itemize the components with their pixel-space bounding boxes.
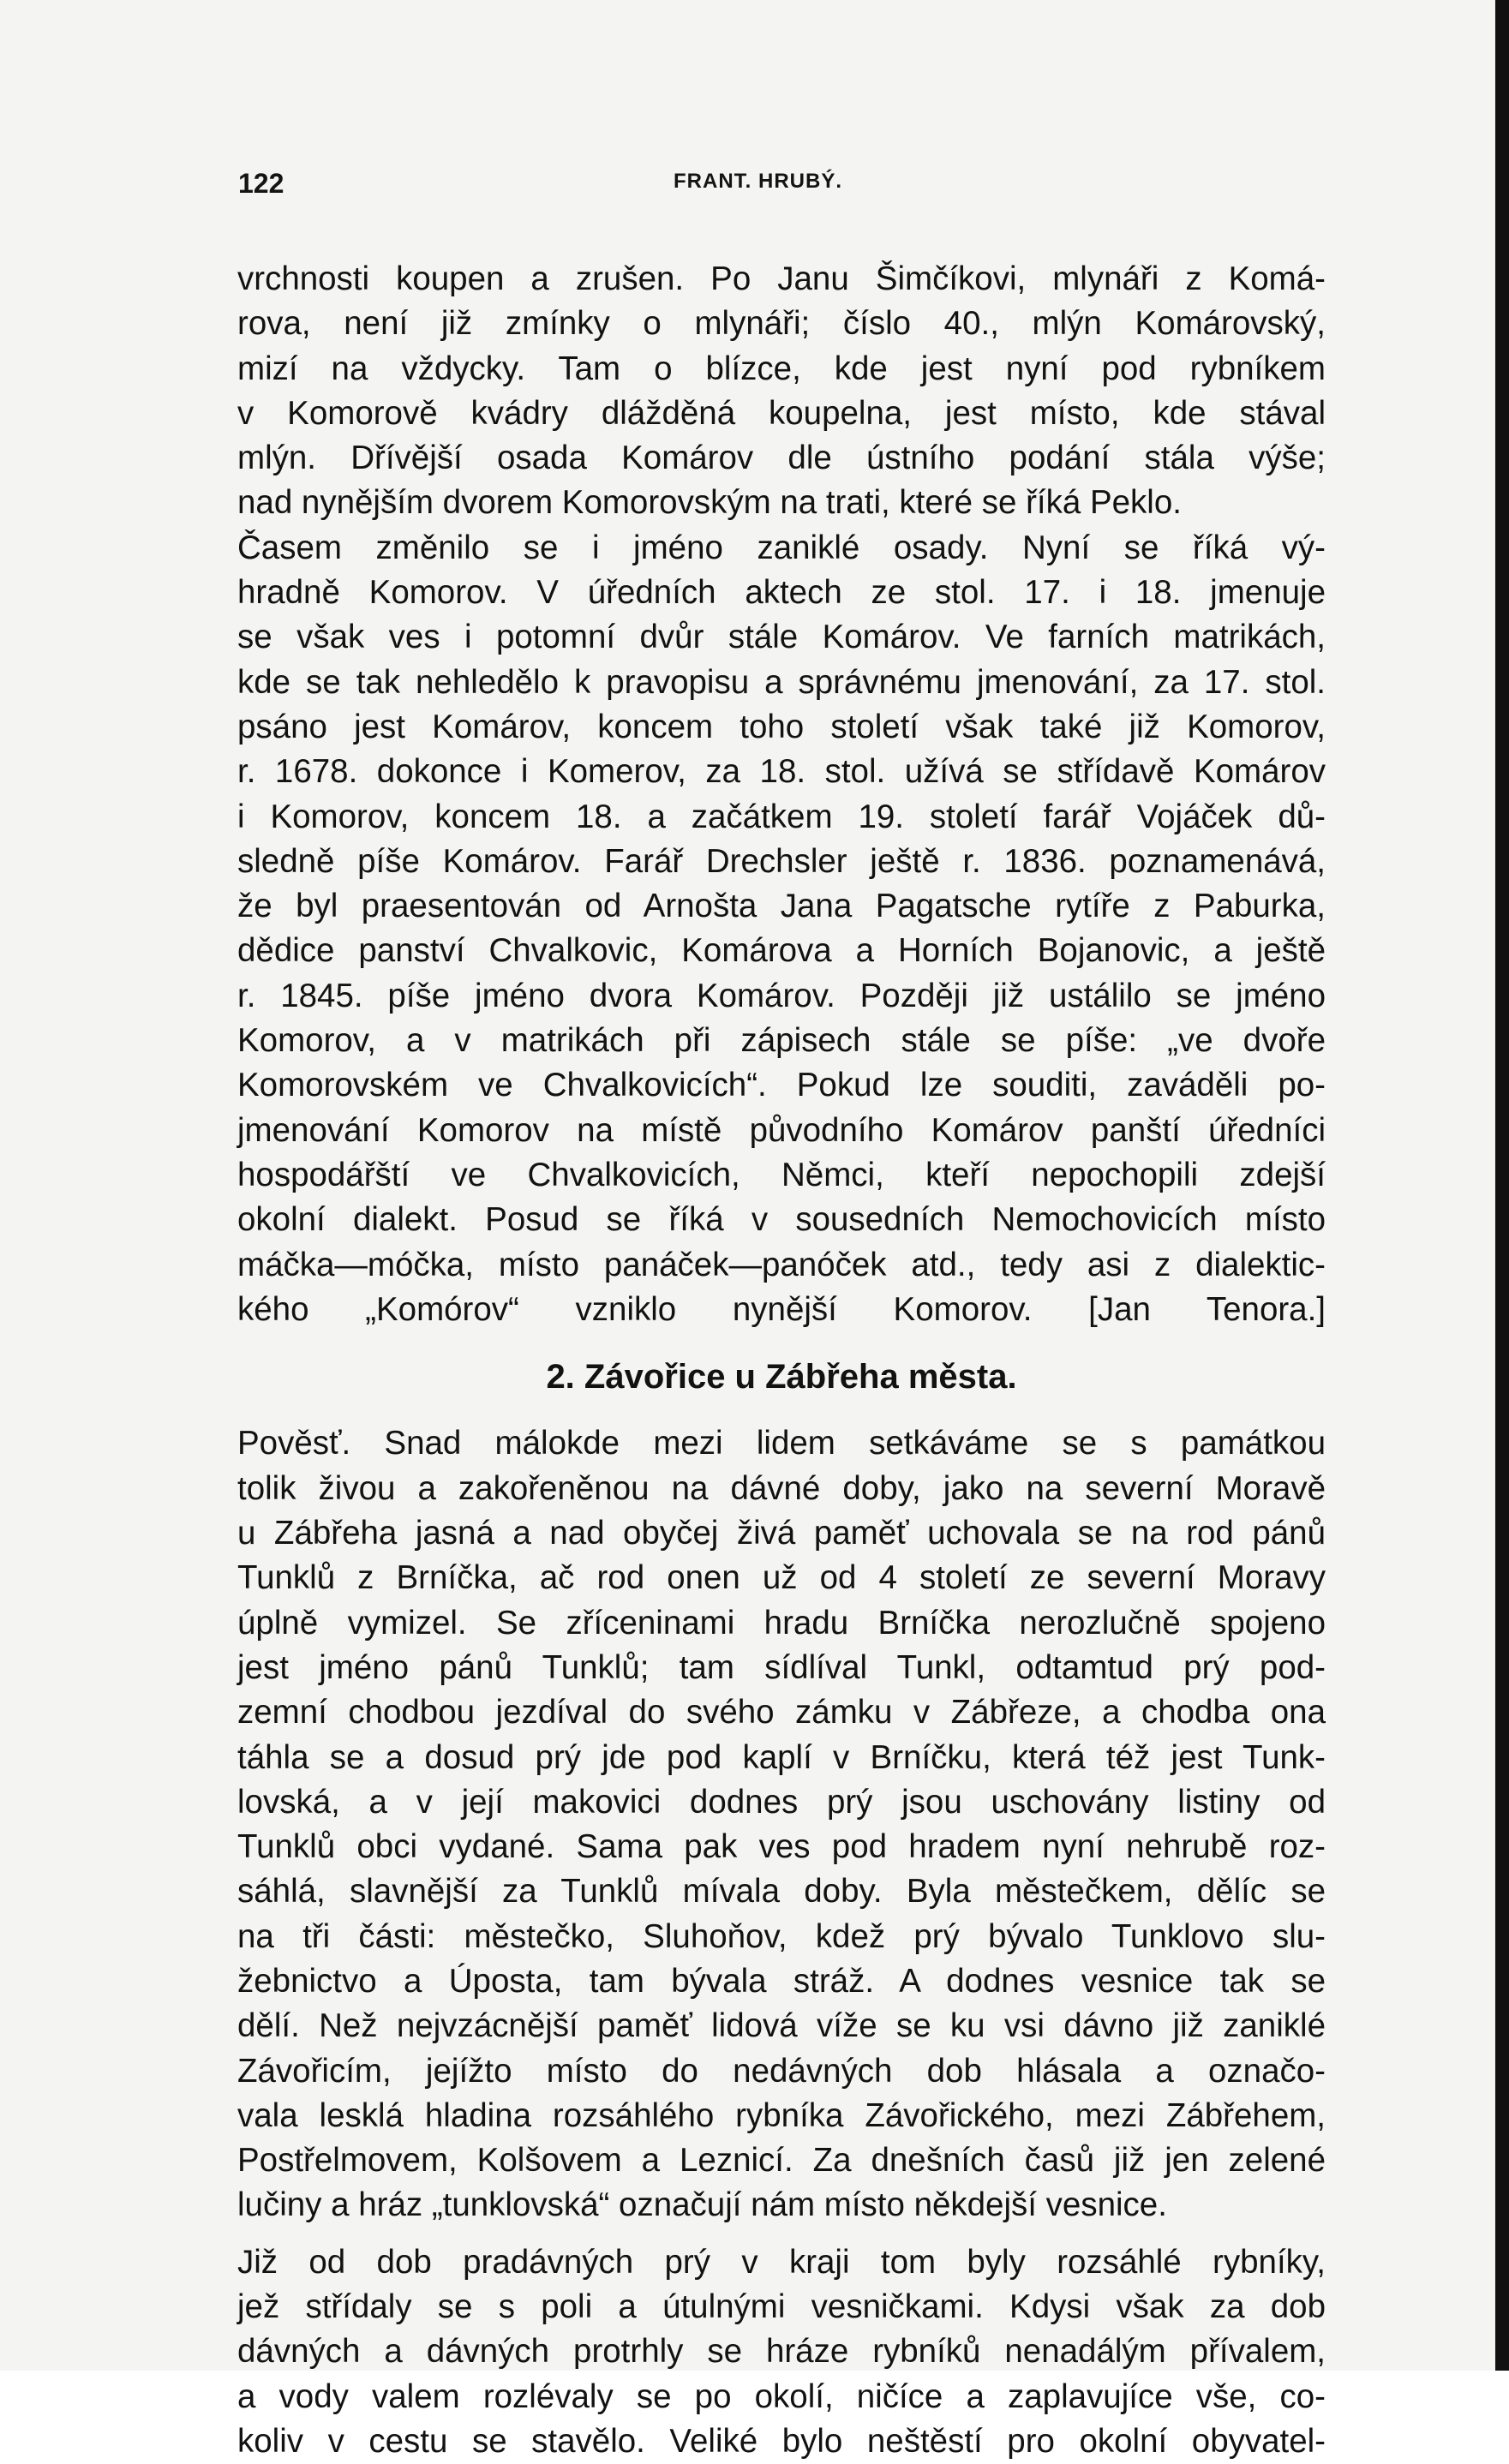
text-line: Již od dob pradávných prý v kraji tom byly rozsáhlé rybníky, xyxy=(237,2243,1326,2281)
text-line: sáhlá, slavnější za Tunklů mívala doby. Byla městečkem, dělíc se xyxy=(237,1873,1326,1911)
text-line: žebnictvo a Úposta, tam bývala stráž. A dodnes vesnice tak se xyxy=(237,1962,1326,2000)
text-line: Tunklů z Brníčka, ač rod onen už od 4 století ze severní Moravy xyxy=(237,1559,1326,1597)
text-line: rova, není již zmínky o mlynáři; číslo 40., mlýn Komárovský, xyxy=(237,305,1326,343)
text-line: dávných a dávných protrhly se hráze rybníků nenadálým přívalem, xyxy=(237,2333,1326,2371)
text-line: vrchnosti koupen a zrušen. Po Janu Šimčíkovi, mlynáři z Komá- xyxy=(237,260,1326,297)
text-line: r. 1678. dokonce i Komerov, za 18. stol. užívá se střídavě Komárov xyxy=(237,753,1326,791)
text-line: zemní chodbou jezdíval do svého zámku v Zábřeze, a chodba ona xyxy=(237,1694,1326,1731)
text-line: vala lesklá hladina rozsáhlého rybníka Závořického, mezi Zábřehem, xyxy=(237,2096,1326,2134)
page-header xyxy=(238,168,1326,202)
section-2-paragraph-1 xyxy=(237,1421,1326,2228)
section-2-heading: 2. Závořice u Zábřeha města. xyxy=(546,1358,1017,1396)
text-line: lučiny a hráz „tunklovská“ označují nám místo někdejší vesnice. xyxy=(237,2186,1167,2224)
text-line: hradně Komorov. V úředních aktech ze stol. 17. i 18. jmenuje xyxy=(237,574,1326,612)
text-line: dědice panství Chvalkovic, Komárova a Horních Bojanovic, a ještě xyxy=(237,932,1326,970)
text-line: se však ves i potomní dvůr stále Komárov. Ve farních matrikách, xyxy=(237,619,1326,656)
running-title: FRANT. HRUBÝ. xyxy=(674,170,842,193)
text-line: a vody valem rozlévaly se po okolí, ničíce a zaplavujíce vše, co- xyxy=(237,2377,1326,2415)
text-line: táhla se a dosud prý jde pod kaplí v Brníčku, která též jest Tunk- xyxy=(237,1738,1326,1776)
text-line: dělí. Než nejvzácnější paměť lidová víže se ku vsi dávno již zaniklé xyxy=(237,2007,1326,2045)
text-line: Časem změnilo se i jméno zaniklé osady. Nyní se říká vý- xyxy=(237,529,1326,566)
text-line: kde se tak nehledělo k pravopisu a správnému jmenování, za 17. stol. xyxy=(237,663,1326,701)
text-line: sledně píše Komárov. Farář Drechsler ještě r. 1836. poznamenává, xyxy=(237,842,1326,880)
text-line: lovská, a v její makovici dodnes prý jsou uschovány listiny od xyxy=(237,1783,1326,1821)
section-1-text xyxy=(237,257,1326,1332)
text-line: tolik živou a zakořeněnou na dávné doby, jako na severní Moravě xyxy=(237,1469,1326,1507)
paragraph-gap xyxy=(237,2228,1326,2240)
text-line: že byl praesentován od Arnošta Jana Pagatsche rytíře z Paburka, xyxy=(237,888,1326,925)
text-line: r. 1845. píše jméno dvora Komárov. Později již ustálilo se jméno xyxy=(237,977,1326,1014)
text-line: jež střídaly se s poli a útulnými vesničkami. Kdysi však za dob xyxy=(237,2288,1326,2326)
text-line: mlýn. Dřívější osada Komárov dle ústního podání stála výše; xyxy=(237,440,1326,477)
text-line: kého „Komórov“ vzniklo nynější Komorov. [Jan Tenora.] xyxy=(237,1290,1326,1328)
section-2-paragraph-2 xyxy=(237,2240,1326,2464)
page-number: 122 xyxy=(238,168,284,199)
body-text xyxy=(237,257,1326,2464)
text-line: Postřelmovem, Kolšovem a Leznicí. Za dnešních časů již jen zelené xyxy=(237,2142,1326,2180)
text-line: hospodářští ve Chvalkovicích, Němci, kteří nepochopili zdejší xyxy=(237,1156,1326,1193)
text-line: Tunklů obci vydané. Sama pak ves pod hradem nyní nehrubě roz- xyxy=(237,1828,1326,1866)
text-line: mizí na vždycky. Tam o blízce, kde jest nyní pod rybníkem xyxy=(237,350,1326,387)
text-line: u Zábřeha jasná a nad obyčej živá paměť uchovala se na rod pánů xyxy=(237,1515,1326,1552)
text-line: Komorov, a v matrikách při zápisech stále se píše: „ve dvoře xyxy=(237,1022,1326,1060)
page-edge-shadow xyxy=(1495,0,1509,2371)
text-line: Pověsť. Snad málokde mezi lidem setkáváme se s památkou xyxy=(237,1425,1326,1462)
text-line: v Komorově kvádry dlážděná koupelna, jest místo, kde stával xyxy=(237,394,1326,432)
text-line: Závořicím, jejížto místo do nedávných dob hlásala a označo- xyxy=(237,2052,1326,2090)
text-line: máčka—móčka, místo panáček—panóček atd., tedy asi z dialektic- xyxy=(237,1246,1326,1283)
text-line: jest jméno pánů Tunklů; tam sídlíval Tunkl, odtamtud prý pod- xyxy=(237,1648,1326,1686)
text-line: Komorovském ve Chvalkovicích“. Pokud lze souditi, zaváděli po- xyxy=(237,1067,1326,1104)
text-line: okolní dialekt. Posud se říká v sousedních Nemochovicích místo xyxy=(237,1201,1326,1239)
text-line: jmenování Komorov na místě původního Komárov panští úředníci xyxy=(237,1111,1326,1149)
text-line: nad nynějším dvorem Komorovským na trati, které se říká Peklo. xyxy=(237,484,1182,522)
text-line: i Komorov, koncem 18. a začátkem 19. století farář Vojáček dů- xyxy=(237,798,1326,835)
text-line: úplně vymizel. Se zříceninami hradu Brníčka nerozlučně spojeno xyxy=(237,1604,1326,1642)
text-line: na tři části: městečko, Sluhoňov, kdež prý bývalo Tunklovo slu- xyxy=(237,1917,1326,1955)
text-line: psáno jest Komárov, koncem toho století však také již Komorov, xyxy=(237,708,1326,745)
text-line: koliv v cestu se stavělo. Veliké bylo neštěstí pro okolní obyvatel- xyxy=(237,2422,1326,2460)
